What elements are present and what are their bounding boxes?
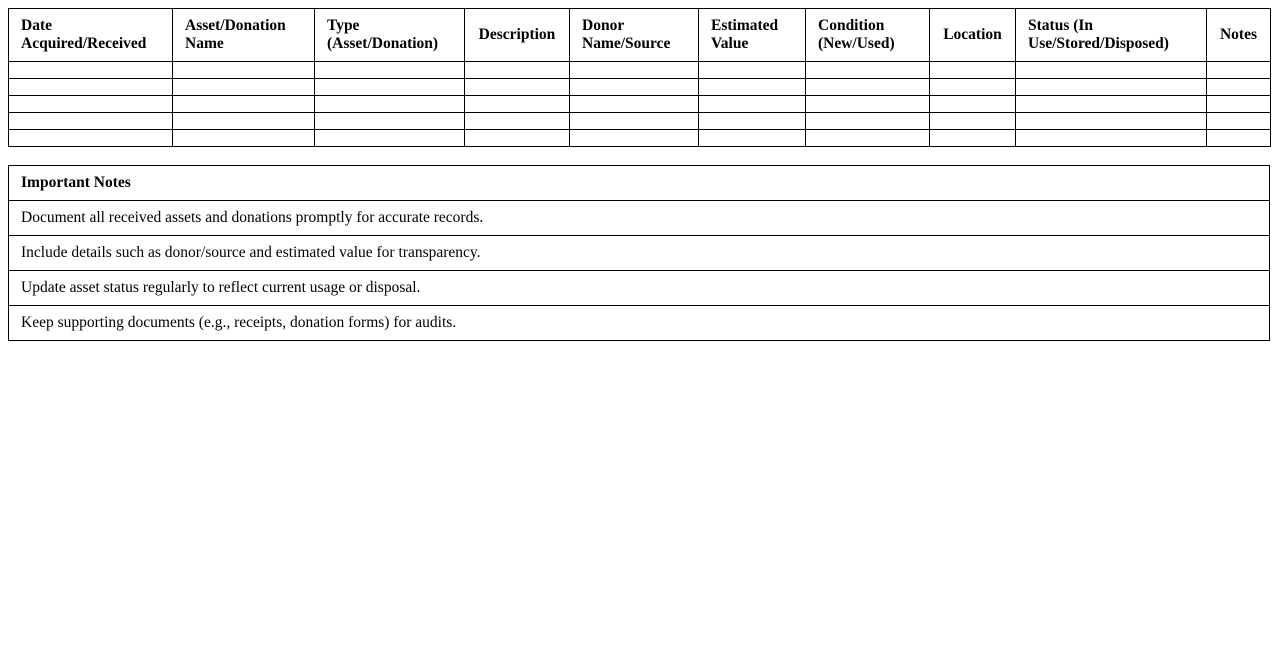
table-cell[interactable]	[1207, 130, 1271, 147]
table-cell[interactable]	[1016, 62, 1207, 79]
table-cell[interactable]	[699, 130, 806, 147]
note-item: Keep supporting documents (e.g., receipts, donation forms) for audits.	[9, 306, 1270, 341]
column-header-asset-name: Asset/Donation Name	[173, 9, 315, 62]
note-item: Update asset status regularly to reflect current usage or disposal.	[9, 271, 1270, 306]
table-cell[interactable]	[9, 62, 173, 79]
table-cell[interactable]	[1016, 79, 1207, 96]
table-cell[interactable]	[1207, 96, 1271, 113]
notes-row	[9, 236, 1270, 271]
table-cell[interactable]	[699, 79, 806, 96]
table-cell[interactable]	[930, 79, 1016, 96]
notes-row	[9, 201, 1270, 236]
table-cell[interactable]	[465, 62, 570, 79]
table-cell[interactable]	[806, 113, 930, 130]
table-cell[interactable]	[315, 113, 465, 130]
table-cell[interactable]	[9, 130, 173, 147]
column-header-status: Status (In Use/Stored/Disposed)	[1016, 9, 1207, 62]
notes-row	[9, 306, 1270, 341]
table-cell[interactable]	[315, 79, 465, 96]
asset-donation-log-table	[8, 8, 1271, 147]
table-cell[interactable]	[173, 96, 315, 113]
table-cell[interactable]	[699, 113, 806, 130]
table-cell[interactable]	[570, 79, 699, 96]
table-cell[interactable]	[806, 62, 930, 79]
column-header-condition: Condition (New/Used)	[806, 9, 930, 62]
table-cell[interactable]	[570, 113, 699, 130]
notes-row	[9, 271, 1270, 306]
column-header-notes: Notes	[1207, 9, 1271, 62]
table-cell[interactable]	[806, 96, 930, 113]
table-cell[interactable]	[930, 62, 1016, 79]
table-cell[interactable]	[1016, 96, 1207, 113]
table-cell[interactable]	[570, 62, 699, 79]
table-row	[9, 79, 1271, 96]
column-header-donor: Donor Name/Source	[570, 9, 699, 62]
table-row	[9, 113, 1271, 130]
column-header-location: Location	[930, 9, 1016, 62]
table-cell[interactable]	[465, 130, 570, 147]
table-row	[9, 62, 1271, 79]
table-cell[interactable]	[806, 79, 930, 96]
table-row	[9, 96, 1271, 113]
table-cell[interactable]	[315, 130, 465, 147]
column-header-type: Type (Asset/Donation)	[315, 9, 465, 62]
notes-heading: Important Notes	[9, 166, 1270, 201]
table-cell[interactable]	[1016, 113, 1207, 130]
table-cell[interactable]	[930, 96, 1016, 113]
table-row	[9, 130, 1271, 147]
table-cell[interactable]	[806, 130, 930, 147]
table-cell[interactable]	[465, 113, 570, 130]
note-item: Include details such as donor/source and estimated value for transparency.	[9, 236, 1270, 271]
note-item: Document all received assets and donations promptly for accurate records.	[9, 201, 1270, 236]
notes-heading-row	[9, 166, 1270, 201]
table-cell[interactable]	[570, 130, 699, 147]
table-cell[interactable]	[699, 62, 806, 79]
table-cell[interactable]	[930, 130, 1016, 147]
column-header-estimated-value: Estimated Value	[699, 9, 806, 62]
column-header-description: Description	[465, 9, 570, 62]
table-cell[interactable]	[9, 96, 173, 113]
table-cell[interactable]	[1207, 62, 1271, 79]
column-header-date-acquired: Date Acquired/Received	[9, 9, 173, 62]
table-cell[interactable]	[1016, 130, 1207, 147]
table-cell[interactable]	[173, 113, 315, 130]
table-cell[interactable]	[1207, 113, 1271, 130]
table-cell[interactable]	[315, 96, 465, 113]
table-cell[interactable]	[570, 96, 699, 113]
important-notes-table	[8, 165, 1270, 341]
table-cell[interactable]	[315, 62, 465, 79]
table-cell[interactable]	[173, 79, 315, 96]
table-header-row	[9, 9, 1271, 62]
table-cell[interactable]	[9, 79, 173, 96]
table-cell[interactable]	[930, 113, 1016, 130]
table-cell[interactable]	[173, 62, 315, 79]
table-cell[interactable]	[699, 96, 806, 113]
table-cell[interactable]	[465, 96, 570, 113]
table-cell[interactable]	[173, 130, 315, 147]
table-cell[interactable]	[9, 113, 173, 130]
table-cell[interactable]	[1207, 79, 1271, 96]
table-cell[interactable]	[465, 79, 570, 96]
